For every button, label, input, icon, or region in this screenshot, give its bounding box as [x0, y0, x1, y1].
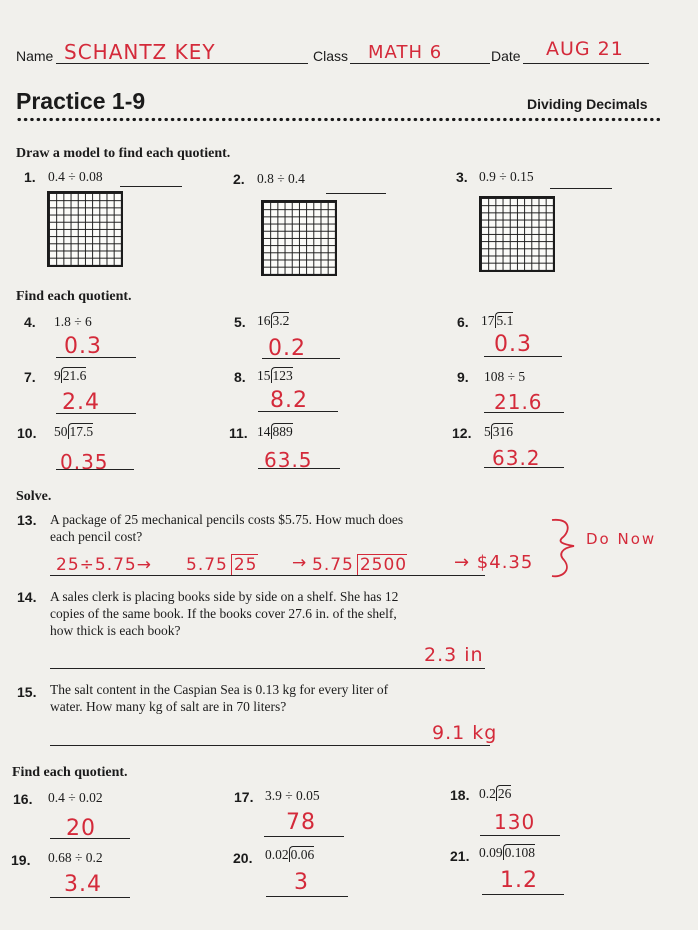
dividend: 889 — [272, 424, 293, 439]
problem-line: each pencil cost? — [50, 529, 143, 544]
answer-line — [484, 467, 564, 468]
problem-text: 108 ÷ 5 — [484, 369, 526, 384]
problem-number: 4. — [24, 314, 36, 330]
answer-line — [258, 468, 340, 469]
divisor: 17 — [481, 313, 495, 328]
dividend: 17.5 — [69, 424, 94, 439]
name-value: SCHANTZ KEY — [64, 40, 216, 64]
problem-number: 16. — [13, 791, 33, 807]
hundredths-grid — [479, 196, 555, 272]
answer: 1.2 — [500, 868, 538, 893]
bracket-mark — [548, 514, 588, 582]
problem-text: 0.9 ÷ 0.15 — [479, 169, 534, 184]
answer-line — [50, 745, 490, 746]
dividend: 2500 — [357, 554, 407, 575]
problem-line: A package of 25 mechanical pencils costs $5.75. How much does — [50, 512, 404, 527]
answer-line — [482, 894, 564, 895]
work-step: 25÷5.75→ — [56, 555, 152, 575]
answer: 9.1 kg — [432, 722, 498, 744]
answer-line — [480, 835, 560, 836]
answer: 20 — [66, 816, 96, 841]
problem-number: 3. — [456, 169, 468, 185]
answer: 0.35 — [60, 450, 109, 474]
problem-text: 3.9 ÷ 0.05 — [265, 788, 320, 803]
name-label: Name — [16, 48, 54, 64]
answer-line — [262, 358, 340, 359]
dividend: 5.1 — [496, 313, 514, 328]
dividend: 21.6 — [62, 368, 87, 383]
problem-text: 0.8 ÷ 0.4 — [257, 171, 305, 186]
problem-number: 14. — [17, 589, 37, 605]
answer-line — [50, 838, 130, 839]
problem-number: 10. — [17, 425, 37, 441]
long-division — [54, 424, 93, 440]
problem-line: how thick is each book? — [50, 623, 181, 638]
arrow: → — [292, 553, 308, 573]
problem-number: 11. — [229, 425, 248, 441]
answer-line — [484, 412, 564, 413]
problem-line: water. How many kg of salt are in 70 liters? — [50, 699, 287, 714]
answer-line — [550, 188, 612, 189]
problem-number: 13. — [17, 512, 37, 528]
problem-number: 21. — [450, 848, 470, 864]
dotted-rule — [16, 117, 662, 122]
hundredths-grid — [47, 191, 123, 267]
answer: 0.3 — [494, 332, 532, 357]
divisor: 0.02 — [265, 847, 289, 862]
date-value: AUG 21 — [546, 38, 624, 60]
model-instruction: Draw a model to find each quotient. — [16, 146, 231, 161]
answer-line — [484, 356, 562, 357]
problem-number: 20. — [233, 850, 253, 866]
dividend: 316 — [492, 424, 513, 439]
problem-text: 0.4 ÷ 0.08 — [48, 169, 103, 184]
divisor: 15 — [257, 368, 271, 383]
problem-number: 8. — [234, 369, 246, 385]
word-problem — [50, 511, 403, 545]
divisor: 14 — [257, 424, 271, 439]
divisor: 5.75 — [186, 555, 228, 575]
problem-number: 5. — [234, 314, 246, 330]
answer-line — [266, 896, 348, 897]
find-instruction: Find each quotient. — [12, 765, 128, 780]
page-title: Practice 1-9 — [16, 88, 146, 114]
long-division — [257, 424, 293, 440]
problem-number: 1. — [24, 169, 36, 185]
answer: → $4.35 — [454, 552, 534, 573]
answer-line — [50, 897, 130, 898]
hundredths-grid — [261, 200, 337, 276]
problem-text: 0.68 ÷ 0.2 — [48, 850, 103, 865]
problem-number: 19. — [11, 852, 31, 868]
problem-number: 2. — [233, 171, 245, 187]
answer-line — [120, 186, 182, 187]
long-division — [257, 368, 293, 384]
dividend: 123 — [272, 368, 293, 383]
solve-instruction: Solve. — [16, 489, 52, 504]
long-division — [484, 424, 513, 440]
answer: 63.2 — [492, 446, 541, 470]
problem-number: 15. — [17, 684, 37, 700]
answer-line — [258, 411, 338, 412]
long-division — [479, 845, 535, 861]
dividend: 26 — [497, 786, 512, 801]
find-instruction: Find each quotient. — [16, 289, 132, 304]
long-division — [265, 847, 314, 863]
class-value: MATH 6 — [368, 42, 443, 63]
dividend: 25 — [231, 554, 258, 575]
divisor: 9 — [54, 368, 61, 383]
answer-line — [50, 668, 485, 669]
answer: 21.6 — [494, 390, 543, 414]
date-line — [523, 63, 649, 64]
answer: 8.2 — [270, 388, 308, 413]
work-division — [186, 555, 258, 575]
divisor: 0.2 — [479, 786, 496, 801]
answer-line — [264, 836, 344, 837]
problem-number: 6. — [457, 314, 469, 330]
answer: 3.4 — [64, 872, 102, 897]
problem-line: copies of the same book. If the books cover 27.6 in. of the shelf, — [50, 606, 397, 621]
answer: 78 — [286, 810, 316, 835]
divisor: 16 — [257, 313, 271, 328]
problem-number: 18. — [450, 787, 470, 803]
divisor: 5.75 — [312, 555, 354, 575]
problem-line: The salt content in the Caspian Sea is 0.13 kg for every liter of — [50, 682, 389, 697]
answer: 2.3 in — [424, 644, 484, 666]
answer-line — [326, 193, 386, 194]
long-division — [479, 786, 511, 802]
long-division — [54, 368, 86, 384]
answer: 130 — [494, 810, 536, 834]
long-division — [257, 313, 289, 329]
answer: 3 — [294, 870, 309, 895]
class-line — [350, 63, 490, 64]
class-label: Class — [313, 48, 349, 64]
problem-number: 7. — [24, 369, 36, 385]
problem-number: 17. — [234, 789, 254, 805]
answer: 63.5 — [264, 448, 313, 472]
dividend: 0.108 — [504, 845, 535, 860]
long-division — [481, 313, 513, 329]
answer: 2.4 — [62, 390, 100, 415]
problem-number: 12. — [452, 425, 472, 441]
margin-note: Do Now — [586, 530, 657, 548]
word-problem — [50, 588, 398, 639]
problem-text: 1.8 ÷ 6 — [54, 314, 92, 329]
answer-line — [56, 469, 134, 470]
answer: 0.3 — [64, 334, 102, 359]
problem-text: 0.4 ÷ 0.02 — [48, 790, 103, 805]
dividend: 0.06 — [290, 847, 315, 862]
dividend: 3.2 — [272, 313, 290, 328]
divisor: 5 — [484, 424, 491, 439]
work-division — [312, 555, 407, 575]
problem-line: A sales clerk is placing books side by side on a shelf. She has 12 — [50, 589, 399, 604]
page-subtitle: Dividing Decimals — [527, 96, 648, 112]
divisor: 0.09 — [479, 845, 503, 860]
divisor: 50 — [54, 424, 68, 439]
word-problem — [50, 681, 388, 715]
answer-line — [50, 575, 485, 576]
answer-line — [56, 357, 136, 358]
answer-line — [56, 413, 136, 414]
answer: 0.2 — [268, 336, 306, 361]
date-label: Date — [491, 48, 521, 64]
problem-number: 9. — [457, 369, 469, 385]
